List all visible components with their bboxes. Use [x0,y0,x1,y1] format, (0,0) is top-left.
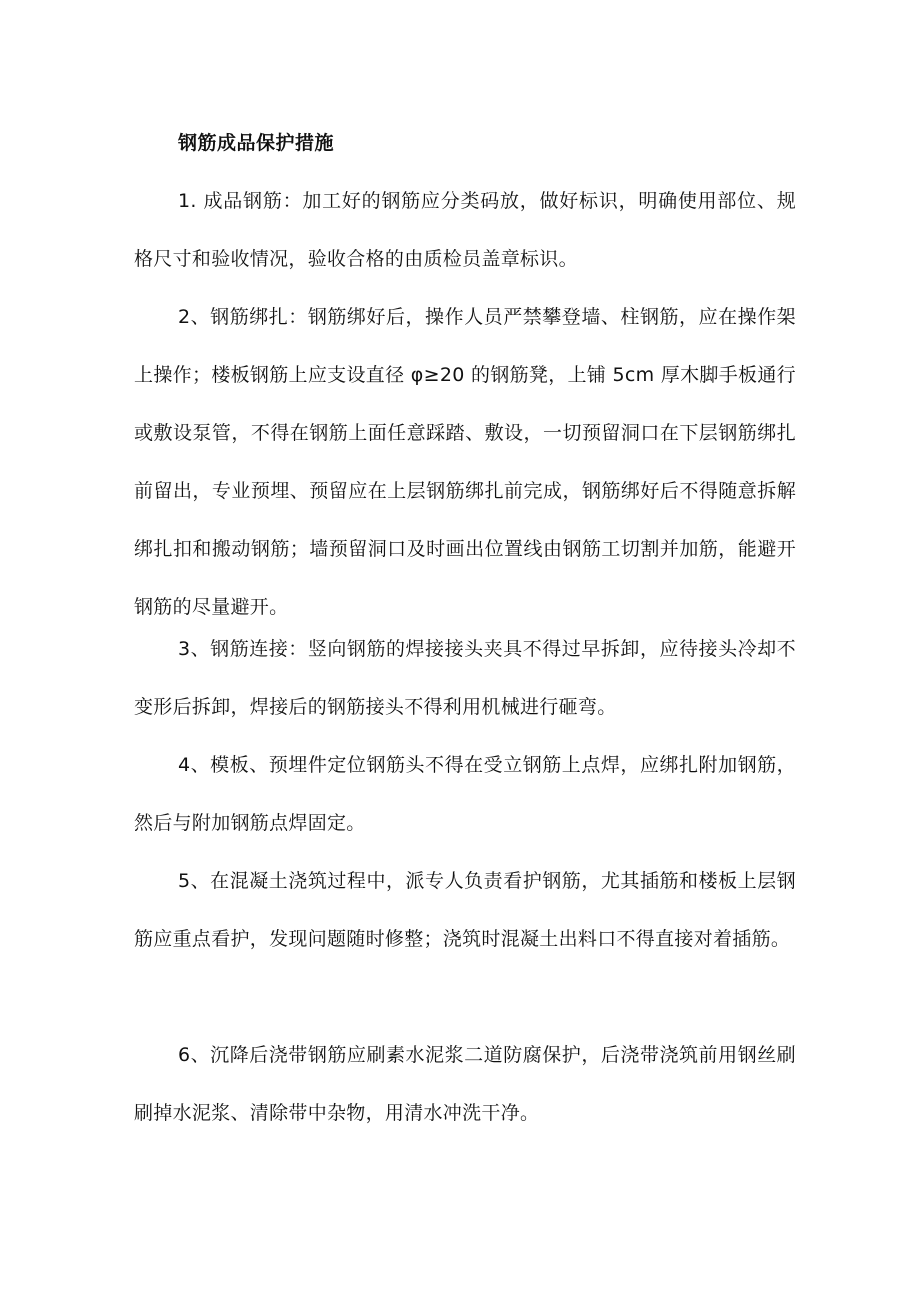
paragraph-4: 4、模板、预埋件定位钢筋头不得在受立钢筋上点焊，应绑扎附加钢筋，然后与附加钢筋点焊固定。 [134,754,796,834]
paragraph-1: 1. 成品钢筋：加工好的钢筋应分类码放，做好标识，明确使用部位、规格尺寸和验收情况，验收合格的由质检员盖章标识。 [134,190,796,270]
paragraph-3: 3、钢筋连接：竖向钢筋的焊接接头夹具不得过早拆卸，应待接头冷却不变形后拆卸，焊接后的钢筋接头不得利用机械进行砸弯。 [134,638,796,718]
paragraph-6: 6、沉降后浇带钢筋应刷素水泥浆二道防腐保护，后浇带浇筑前用钢丝刷刷掉水泥浆、清除带中杂物，用清水冲洗干净。 [134,1044,796,1124]
document-title: 钢筋成品保护措施 [178,132,335,154]
paragraph-5: 5、在混凝土浇筑过程中，派专人负责看护钢筋，尤其插筋和楼板上层钢筋应重点看护，发现问题随时修整；浇筑时混凝土出料口不得直接对着插筋。 [134,870,796,950]
paragraph-2: 2、钢筋绑扎：钢筋绑好后，操作人员严禁攀登墙、柱钢筋，应在操作架上操作；楼板钢筋上应支设直径 φ≥20 的钢筋凳，上铺 5cm 厚木脚手板通行或敷设泵管，不得在钢筋上面任意踩踏、敷设，一切预留洞口在下层钢筋绑扎前留出，专业预埋、预留应在上层钢筋绑扎前完成，钢筋绑好后不得随意拆解绑扎扣和搬动钢筋；墙预留洞口及时画出位置线由钢筋工切割并加筋，能避开钢筋的尽量避开。 [134,306,796,618]
